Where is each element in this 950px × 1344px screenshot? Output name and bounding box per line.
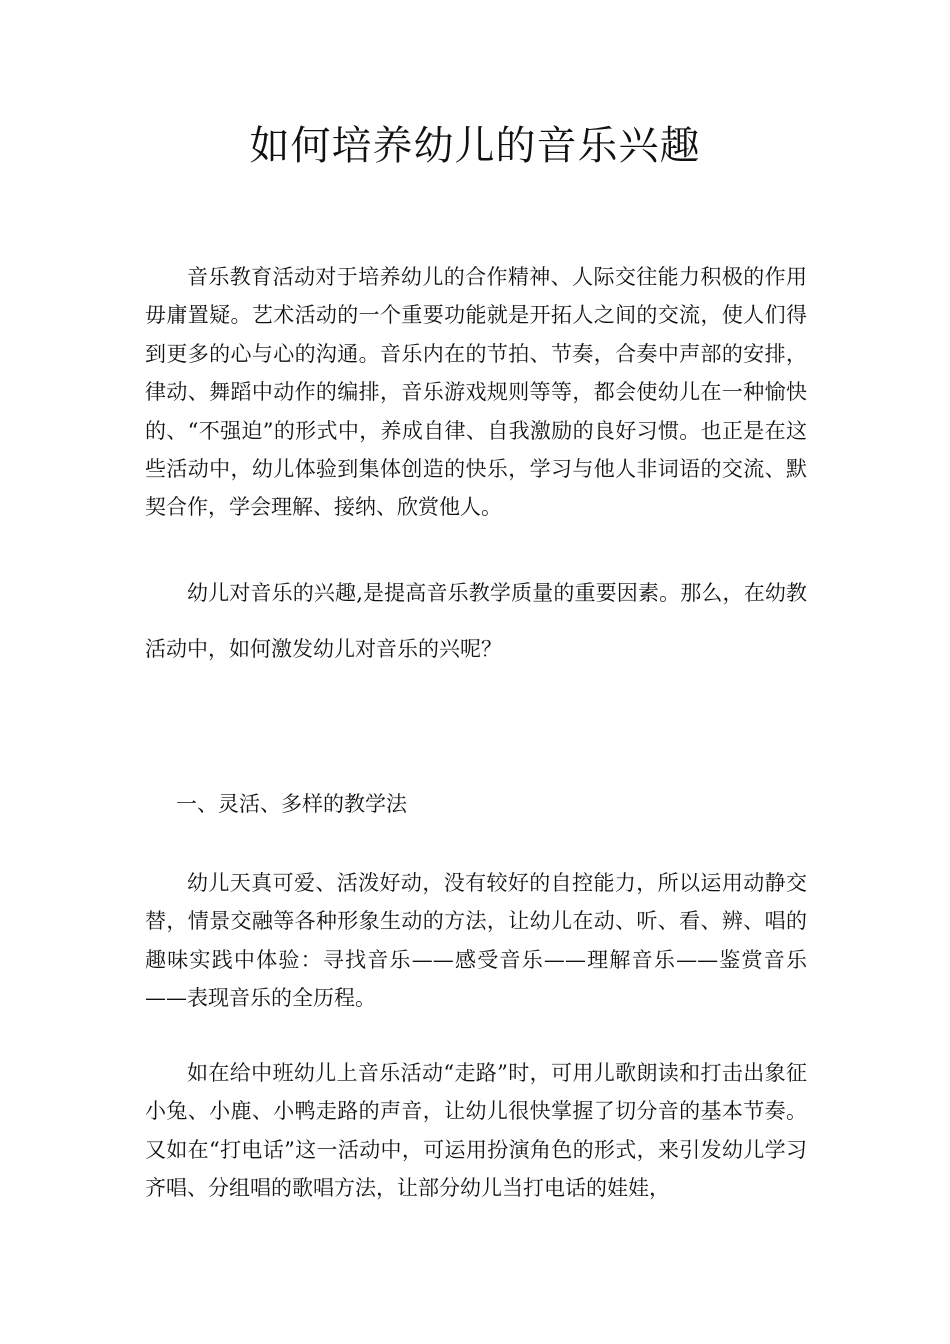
document-title: 如何培养幼儿的音乐兴趣	[249, 123, 701, 169]
intro-paragraph: 音乐教育活动对于培养幼儿的合作精神、人际交往能力积极的作用毋庸置疑。艺术活动的一个重要功能就是开拓人之间的交流，使人们得到更多的心与心的沟通。音乐内在的节拍、节奏，合奏中声部的安排，律动、舞蹈中动作的编排，音乐游戏规则等等，都会使幼儿在一种愉快的、“不强迫”的形式中，养成自律、自我激励的良好习惯。也正是在这些活动中，幼儿体验到集体创造的快乐，学习与他人非词语的交流、默契合作，学会理解、接纳、欣赏他人。	[145, 265, 807, 520]
section-heading: 一、灵活、多样的教学法	[176, 792, 407, 816]
section-body-paragraph: 幼儿天真可爱、活泼好动，没有较好的自控能力，所以运用动静交替，情景交融等各种形象生动的方法，让幼儿在动、听、看、辨、唱的趣味实践中体验：寻找音乐——感受音乐——理解音乐——鉴赏音乐——表现音乐的全历程。	[145, 871, 807, 1011]
question-paragraph: 幼儿对音乐的兴趣,是提高音乐教学质量的重要因素。那么，在幼教活动中，如何激发幼儿对音乐的兴呢？	[145, 581, 807, 661]
section-example-paragraph: 如在给中班幼儿上音乐活动“走路”时，可用儿歌朗读和打击出象征小兔、小鹿、小鸭走路的声音，让幼儿很快掌握了切分音的基本节奏。又如在“打电话”这一活动中，可运用扮演角色的形式，来引发幼儿学习齐唱、分组唱的歌唱方法，让部分幼儿当打电话的娃娃，	[145, 1061, 807, 1201]
